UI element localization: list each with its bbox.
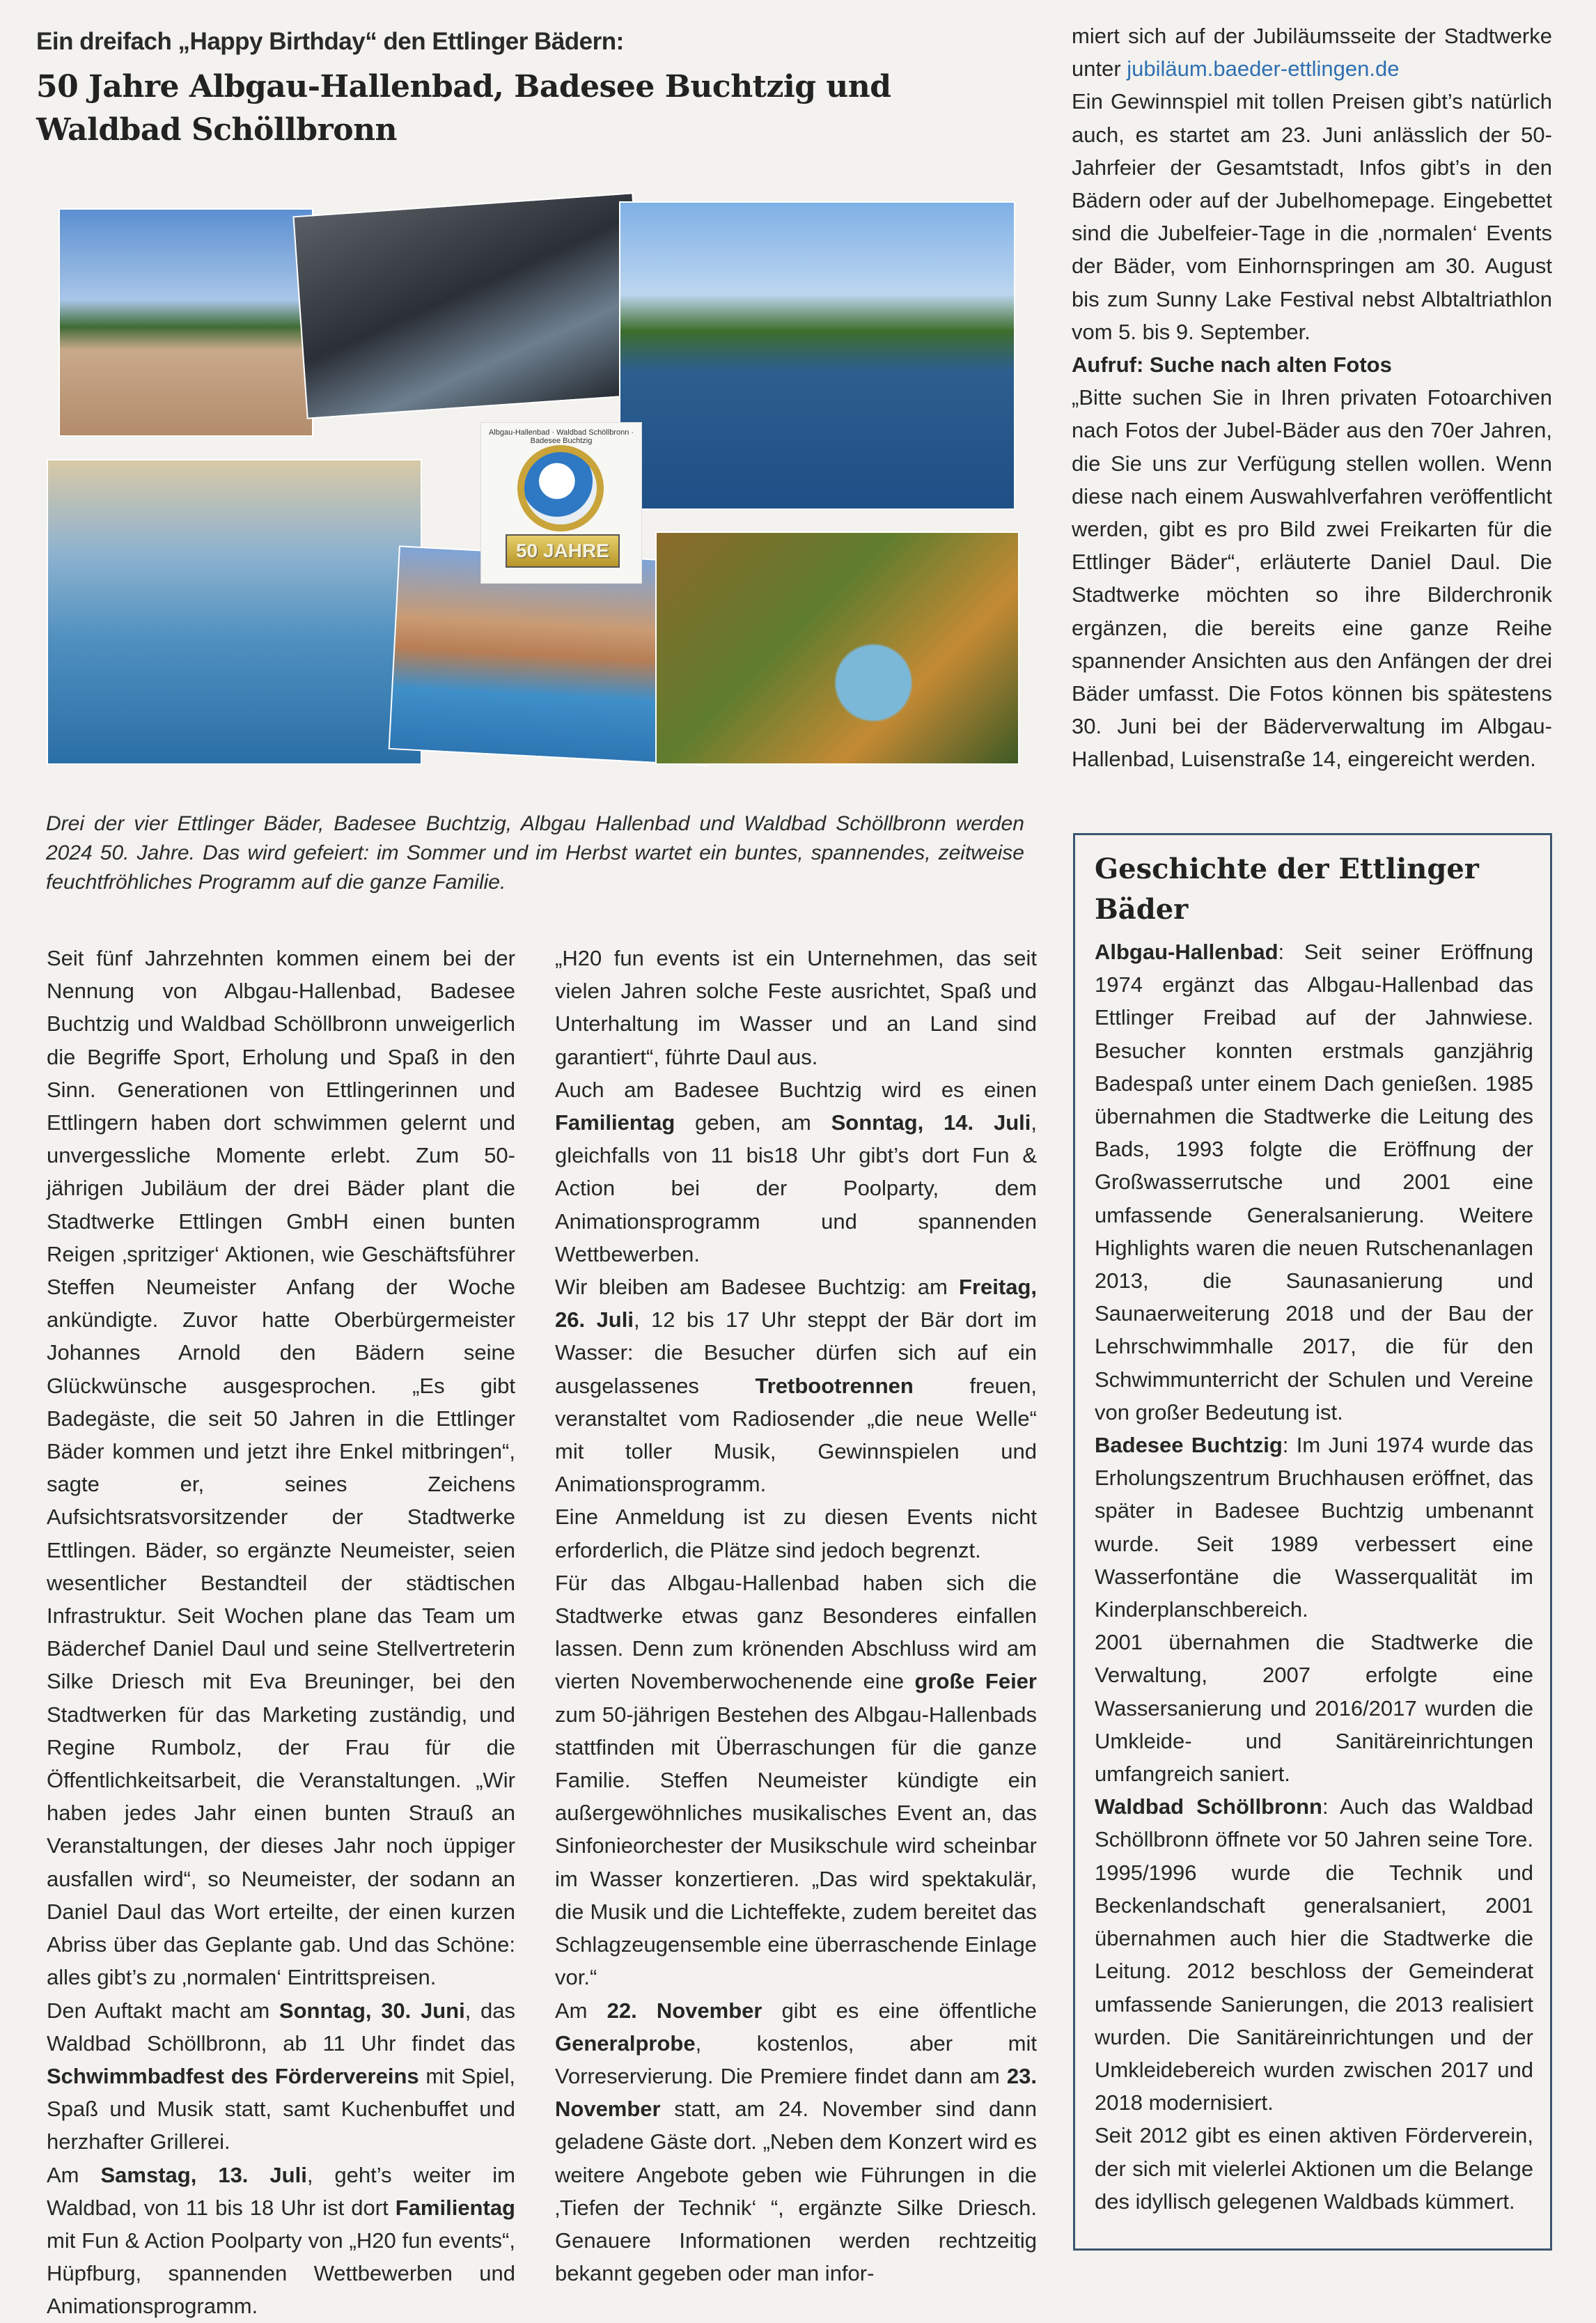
bold-text: Tretbootrennen: [755, 1373, 914, 1398]
text-run: Seit fünf Jahrzehnten kommen einem bei der Nennung von Albgau-Hallenbad, Badesee Buchtzig und Waldbad Schöllbronn unweigerlich die Begriffe Sport, Erholung und Spaß in den Sinn. Generationen von Ettlingerinnen und Ettlingern haben dort schwimmen gelernt und unvergessliche Momente erlebt. Zum 50-jährigen Jubiläum der drei Bäder plant die Stadtwerke Ettlingen GmbH einen bunten Reigen ‚spritziger‘ Aktionen, wie Geschäftsführer Steffen Neumeister Anfang der Woche ankündigte. Zuvor hatte Oberbürgermeister Johannes Arnold den Bädern seine Glückwünsche ausgesprochen. „Es gibt Badegäste, die seit 50 Jahren in die Ettlinger Bäder kommen und jetzt ihre Enkel mitbringen“, sagte er, seines Zeichens Aufsichtsratsvorsitzender der Stadtwerke Ettlingen. Bäder, so ergänzte Neumeister, seien wesentlicher Bestandteil der städtischen Infrastruktur. Seit Wochen plane das Team um Bäderchef Daniel Daul und seine Stellvertreterin Silke Driesch mit Eva Breuninger, bei den Stadtwerken für das Marketing zuständig, und Regine Rumbolz, der Frau für die Öffentlichkeitsarbeit, die Veranstaltungen. „Wir haben jedes Jahr einen bunten Strauß an Veranstaltungen, der dieses Jahr noch üppiger ausfallen wird“, so Neumeister, der sodann an Daniel Daul das Wort erteilte, der einen kurzen Abriss über das Geplante gab. Und das Schöne: alles gibt’s zu ‚normalen‘ Eintrittspreisen.: [47, 946, 515, 1990]
photo-hallenbad-interior: [47, 459, 422, 765]
logo-ring-text: Albgau-Hallenbad · Waldbad Schöllbronn · Badesee Buchtzig: [488, 428, 634, 445]
text-run: freuen, veranstaltet vom Radiosender „die neue Welle“ mit toller Musik, Gewinnspielen und Animationsprogramm.: [555, 1373, 1037, 1497]
text-run: Eine Anmeldung ist zu diesen Events nicht erforderlich, die Plätze sind jedoch begrenzt.: [555, 1505, 1037, 1562]
paragraph: [1095, 1429, 1533, 1626]
text-run: mit Fun & Action Poolparty von „H20 fun events“, Hüpfburg, spannenden Wettbewerben und Animationsprogramm.: [47, 2228, 515, 2319]
bold-text: Waldbad Schöllbronn: [1095, 1794, 1322, 1819]
photo-indoor-pool-historic: [292, 192, 647, 419]
text-run: , das Waldbad Schöllbronn, ab 11 Uhr findet das: [47, 1998, 515, 2056]
text-run: : Seit seiner Eröffnung 1974 ergänzt das Albgau-Hallenbad das Ettlinger Freibad auf der Jahnwiese. Besucher konnten erstmals ganzjährig Badespaß unter einem Dach genießen. 1985 übernahmen die Stadtwerke die Leitung des Bads, 1993 folgte die Eröffnung der Großwasserrutsche und 2001 eine umfassende Generalsanierung. Weitere Highlights waren die neuen Rutschenanlagen 2013, die Saunasanierung und Saunaerweiterung 2018 und der Bau der Lehrschwimmhalle 2017, die für den Schwimmunterricht der Schulen und Vereine von großer Bedeutung ist.: [1095, 940, 1533, 1424]
bold-text: Familientag: [395, 2195, 515, 2220]
bold-text: Sonntag, 30. Juni: [279, 1998, 465, 2023]
text-run: Auch am Badesee Buchtzig wird es einen: [555, 1077, 1037, 1102]
paragraph: [1095, 935, 1533, 1429]
paragraph: [1095, 1626, 1533, 1790]
text-run: : Auch das Waldbad Schöllbronn öffnete vor 50 Jahren seine Tore. 1995/1996 wurde die Technik und Beckenlandschaft generalsaniert, 2001 übernahmen auch hier die Stadtwerke die Leitung. 2012 beschloss der Gemeinderat umfassende Sanierungen, die 2013 realisiert wurden. Die Sanitäreinrichtungen und der Umkleidebereich wurden zwischen 2017 und 2018 modernisiert.: [1095, 1794, 1533, 2115]
text-run: zum 50-jährigen Bestehen des Albgau-Hallenbads stattfinden mit Überraschungen für die ganze Familie. Steffen Neumeister kündigte ein außergewöhnliches musikalisches Event an, das Sinfonieorchester der Musikschule wird scheinbar im Wasser konzertieren. „Das wird spektakulär, die Musik und die Lichteffekte, zudem bereitet das Schlagzeugensemble eine überraschende Einlage vor.“: [555, 1702, 1037, 1990]
paragraph: [47, 1994, 515, 2159]
text-run: 2001 übernahmen die Stadtwerke die Verwaltung, 2007 erfolgte eine Wassersanierung und 2016/2017 wurden die Umkleide- und Sanitäreinrichtungen umfangreich saniert.: [1095, 1630, 1533, 1787]
paragraph: [555, 1567, 1037, 1994]
paragraph: [1072, 381, 1552, 775]
bold-text: Familientag: [555, 1110, 675, 1135]
bold-text: Badesee Buchtzig: [1095, 1433, 1283, 1458]
text-run: : Im Juni 1974 wurde das Erholungszentrum Bruchhausen eröffnet, das später in Badesee Buchtzig umbenannt wurde. Seit 1989 verbessert eine Wasserfontäne die Wasserqualität im Kinderplanschbereich.: [1095, 1433, 1534, 1622]
bold-text: Sonntag, 14. Juli: [831, 1110, 1031, 1135]
sidebar-title: Geschichte der Ettlinger Bäder: [1095, 853, 1479, 926]
bold-text: Albgau-Hallenbad: [1095, 940, 1278, 964]
article-kicker: Ein dreifach „Happy Birthday“ den Ettlinger Bädern:: [36, 28, 624, 55]
paragraph: [555, 1994, 1037, 2290]
text-run: miert sich auf der Jubiläumsseite der Stadtwerke unter: [1072, 24, 1552, 81]
article-headline: 50 Jahre Albgau-Hallenbad, Badesee Buchtzig und Waldbad Schöllbronn: [36, 69, 891, 148]
history-sidebar-box: [1073, 833, 1552, 2251]
paragraph: [1095, 1790, 1533, 2119]
bold-text: Generalprobe: [555, 2030, 696, 2056]
text-run: Am: [47, 2162, 101, 2187]
text-run: geben, am: [675, 1110, 831, 1135]
bold-text: große Feier: [914, 1669, 1037, 1694]
subheading: [1072, 348, 1552, 381]
text-run: statt, am 24. November sind dann geladene Gäste dort. „Neben dem Konzert wird es weitere Angebote geben wie Führungen in die ‚Tiefen der Technik‘ “, ergänzte Silke Driesch. Genauere Informationen werden rechtzeitig bekannt gegeben oder man infor-: [555, 2097, 1037, 2286]
paragraph: [47, 2159, 515, 2323]
paragraph: [555, 942, 1037, 1073]
website-link[interactable]: jubiläum.baeder-ettlingen.de: [1127, 56, 1400, 81]
text-run: „Bitte suchen Sie in Ihren privaten Fotoarchiven nach Fotos der Jubel-Bäder aus den 70er Jahren, die Sie uns zur Verfügung stellen wollen. Wenn diese nach einem Auswahlverfahren veröffentlicht werden, gibt es pro Bild zwei Freikarten für die Ettlinger Bäder“, erläuterte Daniel Daul. Die Stadtwerke möchten so ihre Bilderchronik ergänzen, die bereits eine ganze Reihe spannender Ansichten aus den Anfängen der drei Bäder umfasst. Die Fotos können bis spätestens 30. Juni bei der Bäderverwaltung im Albgau-Hallenbad, Luisenstraße 14, eingereicht werden.: [1072, 385, 1552, 772]
photo-waldbad-aerial: [655, 531, 1019, 765]
logo-globe-icon: [517, 445, 604, 531]
article-column-2: [555, 942, 1037, 2290]
bold-text: 22. November: [607, 1998, 762, 2023]
text-run: , geht’s weiter im Waldbad, von 11 bis 18 Uhr ist dort: [47, 2162, 515, 2220]
text-run: „H20 fun events ist ein Unternehmen, das seit vielen Jahren solche Feste ausrichtet, Spaß und Unterhaltung im Wasser und an Land sind garantiert“, führte Daul aus.: [555, 946, 1037, 1069]
text-run: Für das Albgau-Hallenbad haben sich die Stadtwerke etwas ganz Besonderes einfallen lassen. Denn zum krönenden Abschluss wird am vierten Novemberwochenende eine: [555, 1570, 1037, 1694]
text-run: , 12 bis 17 Uhr steppt der Bär dort im Wasser: die Besucher dürfen sich auf ein ausgelassenes: [555, 1307, 1037, 1398]
photo-caption: Drei der vier Ettlinger Bäder, Badesee Buchtzig, Albgau Hallenbad und Waldbad Schöllbronn werden 2024 50. Jahre. Das wird gefeiert: im Sommer und im Herbst wartet ein buntes, spannendes, zeitweise feuchtfröhliches Programm auf die ganze Familie.: [46, 812, 1024, 894]
paragraph: [47, 942, 515, 1994]
paragraph: [555, 1073, 1037, 1271]
article-column-3: [1072, 20, 1552, 776]
paragraph: [555, 1271, 1037, 1500]
anniversary-logo: [480, 422, 642, 584]
text-run: Seit 2012 gibt es einen aktiven Förderverein, der sich mit vielerlei Aktionen um die Belange des idyllisch gelegenen Waldbads kümmert.: [1095, 2123, 1533, 2214]
paragraph: [1095, 2119, 1533, 2218]
bold-text: Freitag, 26. Juli: [555, 1275, 1037, 1333]
sidebar-body: [1095, 935, 1533, 2218]
text-run: Ein Gewinnspiel mit tollen Preisen gibt’s natürlich auch, es startet am 23. Juni anlässlich der 50-Jahrfeier der Gesamtstadt, Infos gibt’s in den Bädern oder auf der Jubelhomepage. Eingebettet sind die Jubelfeier-Tage in die ‚normalen‘ Events der Bäder, vom Einhornspringen am 30. August bis zum Sunny Lake Festival nebst Albtaltriathlon vom 5. bis 9. September.: [1072, 89, 1552, 344]
text-run: mit Spiel, Spaß und Musik statt, samt Kuchenbuffet und herzhafter Grillerei.: [47, 2063, 515, 2154]
text-run: , gleichfalls von 11 bis18 Uhr gibt’s dort Fun & Action bei der Poolparty, dem Animationsprogramm und spannenden Wettbewerben.: [555, 1110, 1037, 1266]
text-run: Wir bleiben am Badesee Buchtzig: am: [555, 1275, 960, 1300]
text-run: Am: [555, 1998, 607, 2023]
paragraph: [1072, 20, 1552, 85]
article-column-1: [47, 942, 515, 2323]
text-run: gibt es eine öffentliche: [762, 1998, 1037, 2023]
paragraph: [1072, 85, 1552, 348]
bold-text: Samstag, 13. Juli: [100, 2162, 307, 2187]
text-run: , kostenlos, aber mit Vorreservierung. Die Premiere findet dann am: [555, 2030, 1037, 2088]
bold-text: Schwimmbadfest des Fördervereins: [47, 2063, 419, 2088]
text-run: Den Auftakt macht am: [47, 1998, 279, 2023]
photo-badesee-lake: [619, 201, 1015, 510]
bold-text: 23. November: [555, 2063, 1037, 2122]
photo-badesee-beach: [58, 208, 313, 437]
bold-text: Aufruf: Suche nach alten Fotos: [1072, 352, 1392, 378]
paragraph: [555, 1500, 1037, 1566]
logo-badge: 50 JAHRE: [506, 534, 620, 568]
